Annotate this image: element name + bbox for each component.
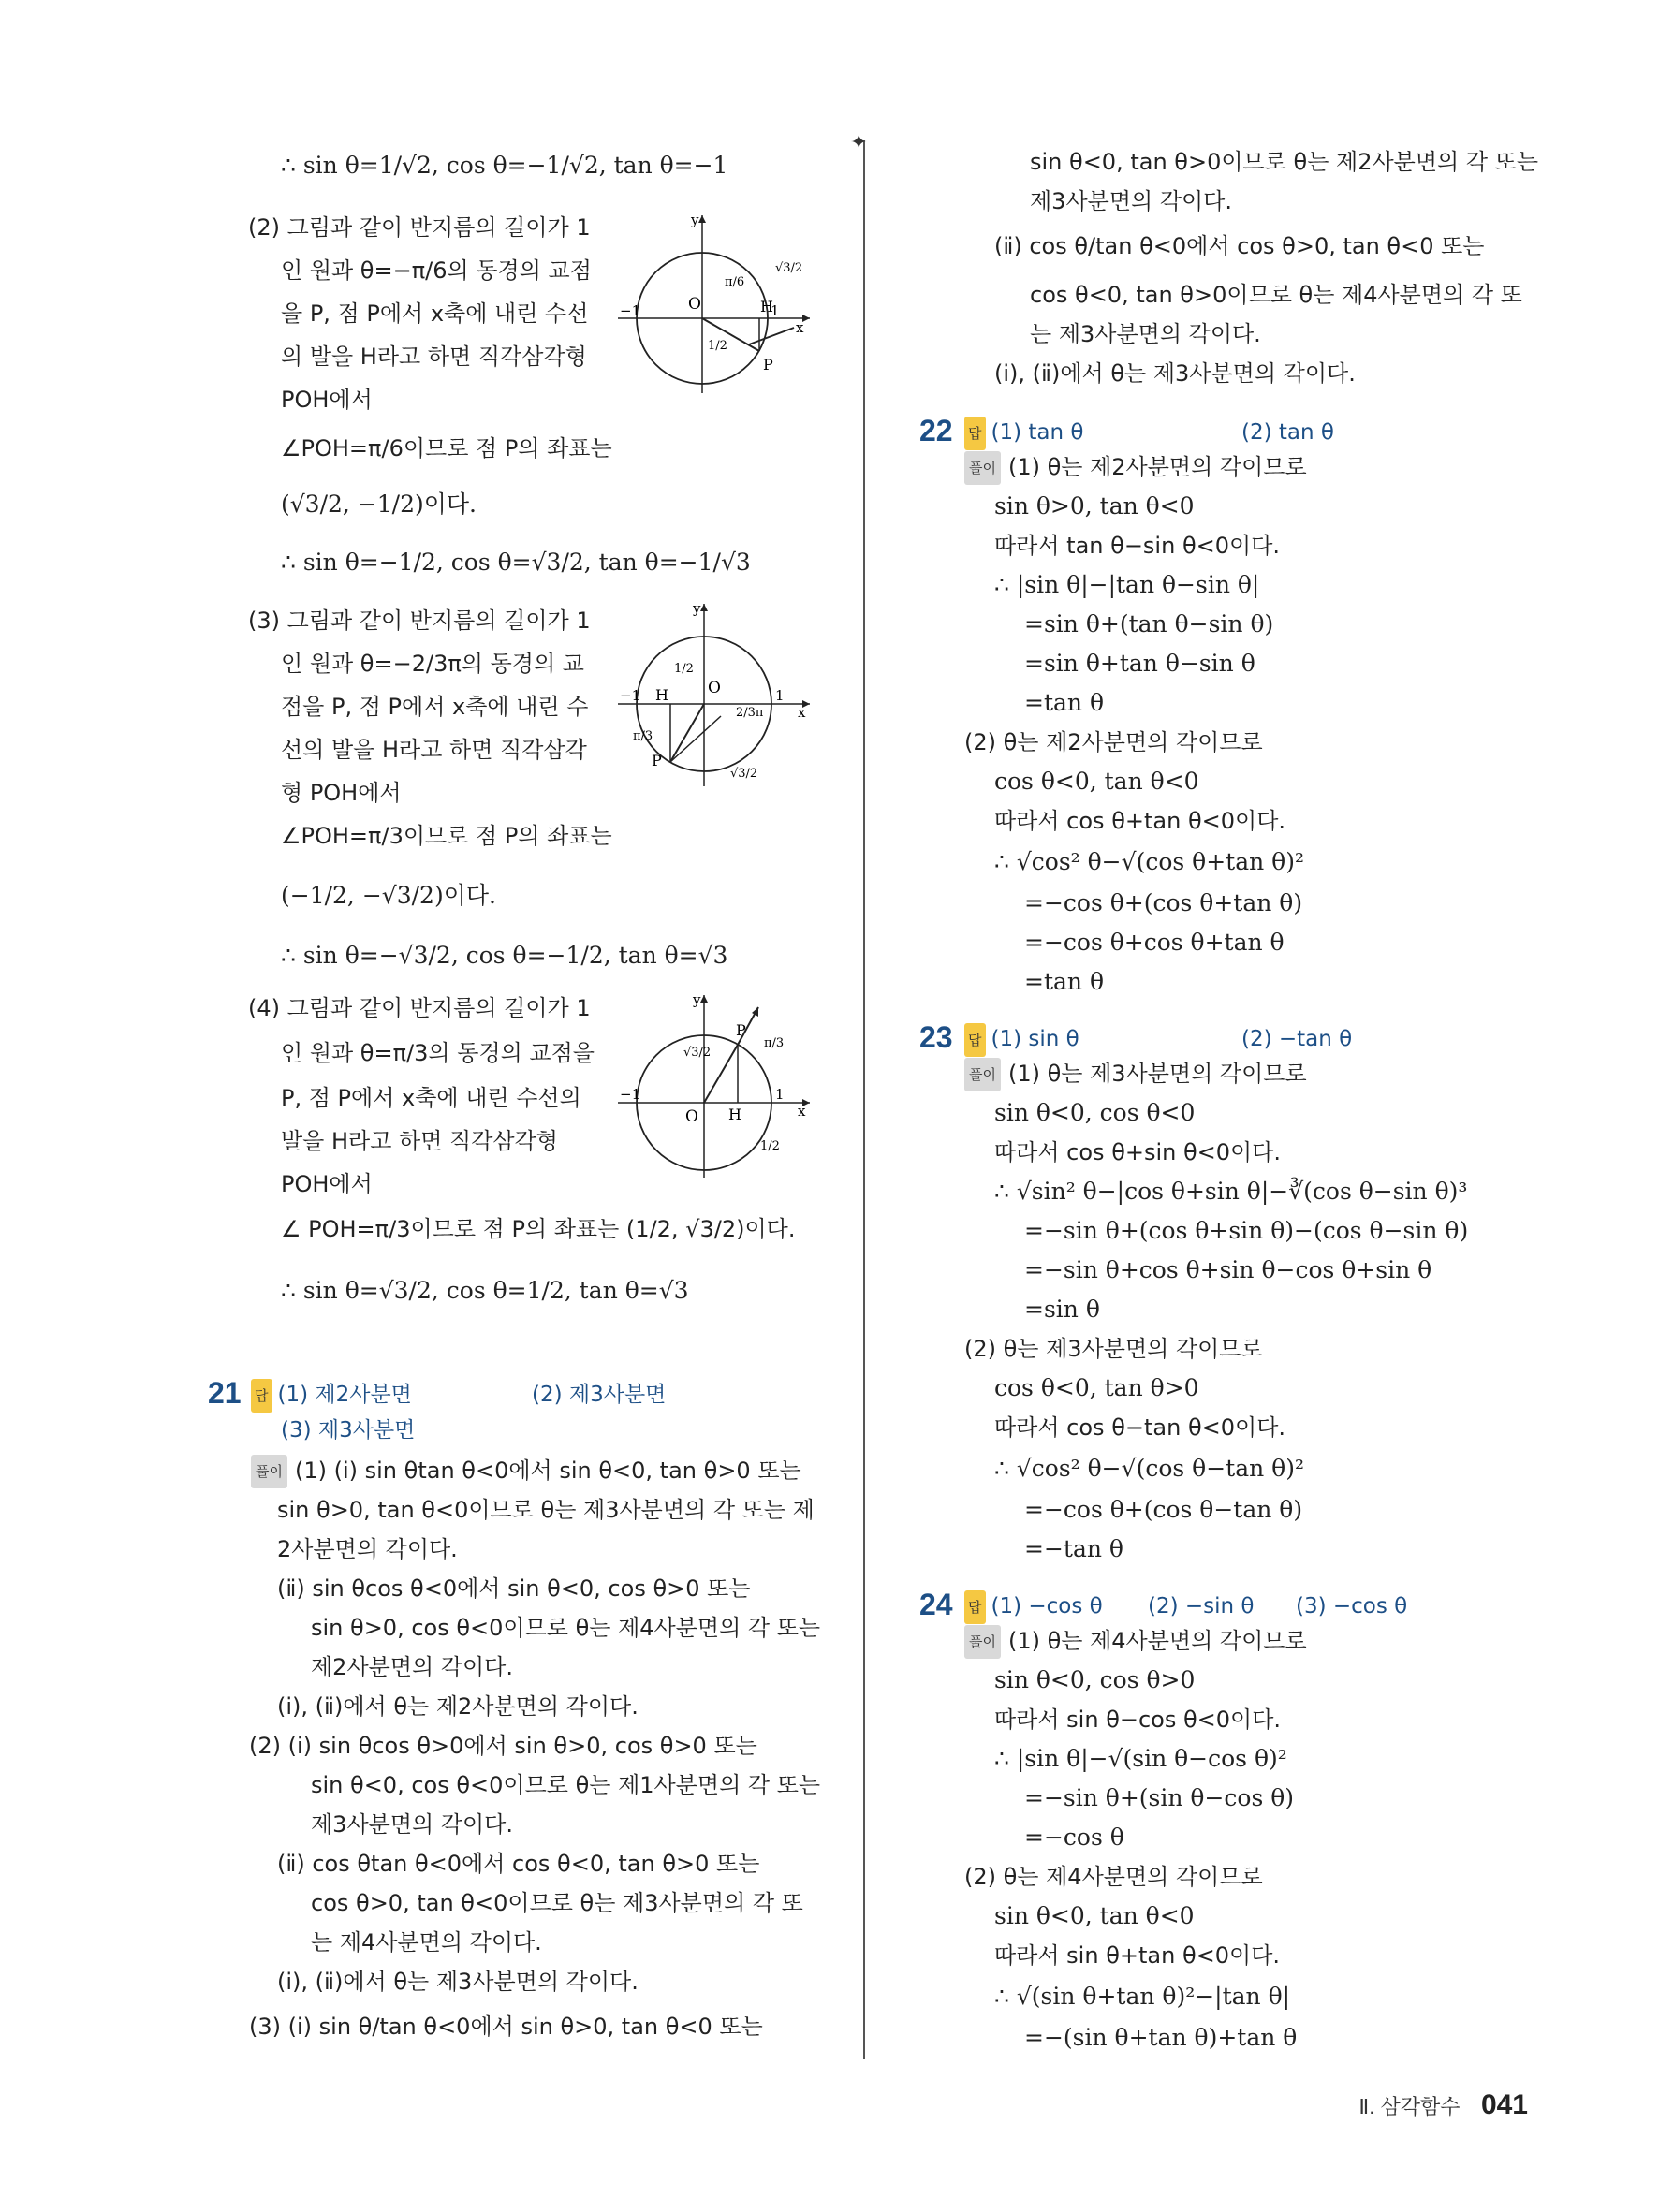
text-line: 을 P, 점 P에서 x축에 내린 수선 <box>281 300 589 327</box>
text-line: ∴ sin θ=−√3/2, cos θ=−1/2, tan θ=√3 <box>281 942 728 969</box>
text-line: sin θ<0, tan θ>0이므로 θ는 제2사분면의 각 또는 <box>1030 149 1539 175</box>
point-h-label: H <box>728 1106 741 1123</box>
angle-label: π/3 <box>633 729 653 743</box>
text-line: (√3/2, −1/2)이다. <box>281 491 477 518</box>
solution-line: (2) (ⅰ) sin θcos θ>0에서 sin θ>0, cos θ>0 또는 <box>249 1733 757 1759</box>
solution-line: (2) θ는 제2사분면의 각이므로 <box>964 729 1263 755</box>
solution-line: =−sin θ+(cos θ+sin θ)−(cos θ−sin θ) <box>1024 1217 1469 1244</box>
answer-line <box>1241 1022 1352 1055</box>
text-line: ∴ sin θ=−1/2, cos θ=√3/2, tan θ=−1/√3 <box>281 549 751 576</box>
length-label: √3/2 <box>730 767 758 781</box>
text-line: ∴ sin θ=1/√2, cos θ=−1/√2, tan θ=−1 <box>281 152 728 179</box>
text-line: (ⅰ), (ⅱ)에서 θ는 제3사분면의 각이다. <box>994 360 1356 387</box>
section-label: Ⅱ. 삼각함수 <box>1358 2095 1461 2118</box>
solution-line: =tan θ <box>1024 689 1104 716</box>
tick-label: −1 <box>620 302 641 319</box>
problem-number: 22 <box>919 414 953 447</box>
problem-number: 23 <box>919 1020 953 1054</box>
solution-line: 제3사분면의 각이다. <box>311 1811 513 1838</box>
answer-3: (3) 제3사분면 <box>281 1418 416 1443</box>
y-axis-label: y <box>693 600 701 617</box>
text-line: cos θ<0, tan θ>0이므로 θ는 제4사분면의 각 또 <box>1030 282 1522 308</box>
answer-badge: 답 <box>964 417 986 450</box>
text-line: 발을 H라고 하면 직각삼각형 <box>281 1128 558 1154</box>
x-axis-label: x <box>798 704 806 721</box>
solution-line: (ⅱ) sin θcos θ<0에서 sin θ<0, cos θ>0 또는 <box>277 1575 751 1602</box>
answer-2: (2) tan θ <box>1241 420 1334 445</box>
answer-badge: 답 <box>251 1379 272 1413</box>
solution-line: 제2사분면의 각이다. <box>311 1654 513 1680</box>
text-line: POH에서 <box>281 387 373 413</box>
solution-line: sin θ>0, tan θ<0 <box>994 492 1195 520</box>
solution-line: ∴ √sin² θ−|cos θ+sin θ|−∛(cos θ−sin θ)³ <box>994 1178 1468 1205</box>
solution-line: sin θ<0, cos θ<0이므로 θ는 제1사분면의 각 또는 <box>311 1772 821 1798</box>
solution-line: =sin θ <box>1024 1296 1100 1323</box>
problem-number: 24 <box>919 1588 953 1621</box>
text-line: 선의 발을 H라고 하면 직각삼각 <box>281 737 587 763</box>
solution-line: ∴ √(sin θ+tan θ)²−|tan θ| <box>994 1983 1291 2010</box>
solution-badge: 풀이 <box>964 1058 1001 1091</box>
unit-circle-figure-2 <box>618 211 815 398</box>
solution-line: 풀이 (1) θ는 제4사분면의 각이므로 <box>964 1625 1307 1659</box>
point-p-label: P <box>652 752 662 769</box>
text-line: ∴ sin θ=√3/2, cos θ=1/2, tan θ=√3 <box>281 1277 689 1304</box>
point-h-label: H <box>760 298 773 315</box>
angle-label: π/6 <box>725 275 745 289</box>
solution-line: (ⅰ), (ⅱ)에서 θ는 제2사분면의 각이다. <box>277 1693 639 1720</box>
y-axis-label: y <box>691 212 699 228</box>
text-line: (4) 그림과 같이 반지름의 길이가 1 <box>248 995 591 1021</box>
text-line: 인 원과 θ=π/3의 동경의 교점을 <box>281 1040 595 1066</box>
solution-line: ∴ √cos² θ−√(cos θ+tan θ)² <box>994 848 1304 875</box>
answer-line <box>251 1378 412 1413</box>
solution-badge: 풀이 <box>251 1455 287 1488</box>
answer-1: (1) 제2사분면 <box>277 1383 412 1407</box>
solution-line: (2) θ는 제4사분면의 각이므로 <box>964 1864 1263 1890</box>
length-label: 1/2 <box>674 662 694 676</box>
solution-line: =−cos θ <box>1024 1824 1124 1851</box>
solution-badge: 풀이 <box>964 451 1001 485</box>
solution-line: 따라서 sin θ+tan θ<0이다. <box>994 1942 1281 1969</box>
solution-line: =−tan θ <box>1024 1535 1123 1562</box>
solution-line: 따라서 cos θ+tan θ<0이다. <box>994 808 1286 834</box>
solution-line: cos θ<0, tan θ>0 <box>994 1374 1199 1401</box>
length-label: √3/2 <box>683 1046 712 1060</box>
solution-line: sin θ<0, cos θ>0 <box>994 1666 1196 1693</box>
answer-line <box>1241 416 1334 448</box>
solution-line: ∴ √cos² θ−√(cos θ−tan θ)² <box>994 1455 1304 1482</box>
text-line: 형 POH에서 <box>281 780 402 806</box>
text-line: 점을 P, 점 P에서 x축에 내린 수 <box>281 694 589 720</box>
text-line: 는 제3사분면의 각이다. <box>1030 321 1261 347</box>
answer-1: (1) −cos θ <box>991 1594 1103 1619</box>
answer-2: (2) 제3사분면 <box>532 1383 667 1407</box>
solution-line: sin θ<0, tan θ<0 <box>994 1902 1195 1929</box>
problem-number: 21 <box>208 1376 242 1410</box>
ornament-icon: ✦ <box>850 131 868 154</box>
answer-line <box>964 1589 1103 1624</box>
solution-line: (3) (ⅰ) sin θ/tan θ<0에서 sin θ>0, tan θ<0 또는 <box>249 2014 763 2040</box>
point-p-label: P <box>763 356 773 374</box>
text-line: ∠ POH=π/3이므로 점 P의 좌표는 (1/2, √3/2)이다. <box>281 1216 796 1242</box>
solution-line: cos θ<0, tan θ<0 <box>994 768 1199 795</box>
answer-2: (2) −sin θ <box>1148 1594 1255 1619</box>
answer-3: (3) −cos θ <box>1296 1594 1408 1619</box>
tick-label: −1 <box>620 687 641 704</box>
tick-label: 1 <box>771 302 780 319</box>
answer-line <box>964 1022 1079 1057</box>
tick-label: 1 <box>775 687 785 704</box>
answer-line <box>1296 1589 1407 1622</box>
point-p-label: P <box>736 1021 746 1039</box>
solution-line: sin θ>0, tan θ<0이므로 θ는 제3사분면의 각 또는 제 <box>277 1497 815 1523</box>
answer-1: (1) sin θ <box>991 1027 1079 1051</box>
solution-line: =−sin θ+(sin θ−cos θ) <box>1024 1784 1295 1811</box>
solution-line: 따라서 sin θ−cos θ<0이다. <box>994 1707 1282 1733</box>
solution-line: =−cos θ+(cos θ−tan θ) <box>1024 1496 1303 1523</box>
text-line: (−1/2, −√3/2)이다. <box>281 882 496 909</box>
solution-line: cos θ>0, tan θ<0이므로 θ는 제3사분면의 각 또 <box>311 1890 803 1916</box>
solution-line: =−(sin θ+tan θ)+tan θ <box>1024 2024 1298 2051</box>
answer-line <box>281 1414 415 1446</box>
solution-line: (2) θ는 제3사분면의 각이므로 <box>964 1336 1263 1362</box>
solution-line: 따라서 cos θ−tan θ<0이다. <box>994 1414 1286 1441</box>
text-line: POH에서 <box>281 1171 373 1197</box>
answer-line <box>532 1378 666 1411</box>
text-line: (ⅱ) cos θ/tan θ<0에서 cos θ>0, tan θ<0 또는 <box>994 233 1485 259</box>
solution-line: 풀이 (1) (ⅰ) sin θtan θ<0에서 sin θ<0, tan θ>0 또는 <box>251 1455 801 1488</box>
point-h-label: H <box>655 686 668 704</box>
solution-line: 따라서 cos θ+sin θ<0이다. <box>994 1139 1282 1165</box>
page-footer <box>1358 2089 1528 2121</box>
angle-label: 2/3π <box>736 706 764 720</box>
text-line: 인 원과 θ=−2/3π의 동경의 교 <box>281 651 584 677</box>
unit-circle-figure-4 <box>618 990 815 1187</box>
solution-line: =−cos θ+(cos θ+tan θ) <box>1024 889 1303 916</box>
y-axis-label: y <box>693 991 701 1008</box>
text-line: (2) 그림과 같이 반지름의 길이가 1 <box>248 214 591 241</box>
angle-label: π/3 <box>764 1036 785 1050</box>
text-line: 의 발을 H라고 하면 직각삼각형 <box>281 344 587 370</box>
solution-line: 풀이 (1) θ는 제3사분면의 각이므로 <box>964 1058 1307 1091</box>
length-label: 1/2 <box>708 339 727 353</box>
origin-label: O <box>688 295 701 314</box>
solution-line: 는 제4사분면의 각이다. <box>311 1929 542 1956</box>
text-line: 인 원과 θ=−π/6의 동경의 교점 <box>281 257 592 284</box>
solution-line: sin θ>0, cos θ<0이므로 θ는 제4사분면의 각 또는 <box>311 1615 821 1641</box>
answer-line <box>964 416 1083 450</box>
answer-badge: 답 <box>964 1023 986 1057</box>
origin-label: O <box>708 679 721 697</box>
solution-line: 풀이 (1) θ는 제2사분면의 각이므로 <box>964 451 1307 485</box>
text-line: (3) 그림과 같이 반지름의 길이가 1 <box>248 608 591 634</box>
answer-line <box>1148 1589 1255 1622</box>
x-axis-label: x <box>798 1103 806 1120</box>
answer-badge: 답 <box>964 1590 986 1624</box>
length-label: 1/2 <box>760 1139 780 1153</box>
text-line: ∠POH=π/3이므로 점 P의 좌표는 <box>281 823 612 849</box>
solution-line: ∴ |sin θ|−√(sin θ−cos θ)² <box>994 1745 1287 1772</box>
solution-line: (ⅱ) cos θtan θ<0에서 cos θ<0, tan θ>0 또는 <box>277 1851 760 1877</box>
text-line: 제3사분면의 각이다. <box>1030 188 1232 214</box>
solution-line: =tan θ <box>1024 968 1104 995</box>
text-line: P, 점 P에서 x축에 내린 수선의 <box>281 1085 581 1111</box>
x-axis-label: x <box>796 319 804 336</box>
answer-2: (2) −tan θ <box>1241 1027 1353 1051</box>
solution-badge: 풀이 <box>964 1625 1001 1659</box>
solution-line: (ⅰ), (ⅱ)에서 θ는 제3사분면의 각이다. <box>277 1969 639 1995</box>
tick-label: 1 <box>775 1086 785 1103</box>
page-number: 041 <box>1480 2089 1528 2120</box>
solution-line: 2사분면의 각이다. <box>277 1536 458 1562</box>
answer-1: (1) tan θ <box>991 420 1084 445</box>
solution-line: sin θ<0, cos θ<0 <box>994 1099 1196 1126</box>
solution-line: =−sin θ+cos θ+sin θ−cos θ+sin θ <box>1024 1256 1432 1283</box>
origin-label: O <box>685 1107 698 1126</box>
tick-label: −1 <box>620 1086 641 1103</box>
solution-line: =sin θ+(tan θ−sin θ) <box>1024 610 1274 637</box>
solution-line: =sin θ+tan θ−sin θ <box>1024 650 1255 677</box>
unit-circle-figure-3 <box>618 599 815 796</box>
solution-line: ∴ |sin θ|−|tan θ−sin θ| <box>994 571 1260 598</box>
text-line: ∠POH=π/6이므로 점 P의 좌표는 <box>281 435 612 461</box>
solution-line: =−cos θ+cos θ+tan θ <box>1024 929 1285 956</box>
column-divider <box>863 140 865 2059</box>
length-label: √3/2 <box>775 261 803 275</box>
solution-line: 따라서 tan θ−sin θ<0이다. <box>994 533 1281 559</box>
